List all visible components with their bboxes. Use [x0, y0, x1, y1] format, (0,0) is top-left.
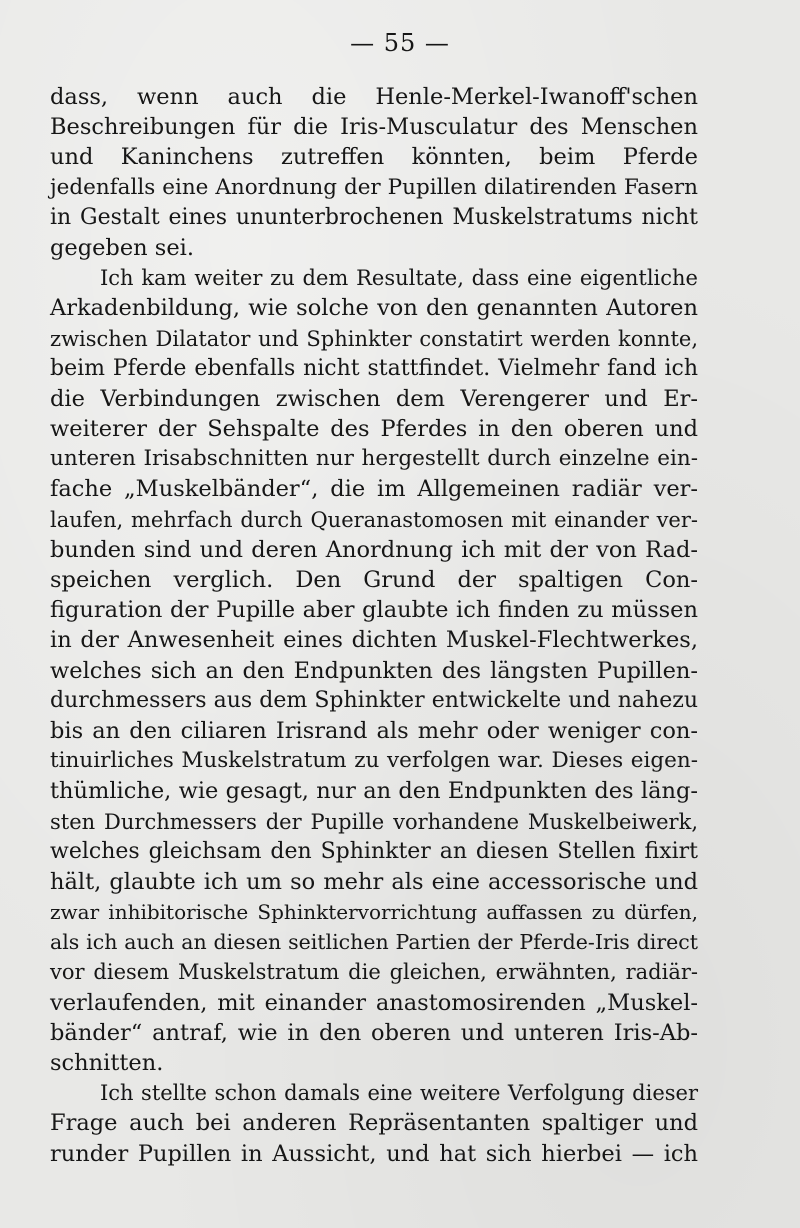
text-line: fache „Muskelbänder“, die im Allgemeinen radiär ver- — [50, 476, 698, 503]
text-line: gegeben sei. — [50, 234, 195, 261]
text-line: sten Durchmessers der Pupille vorhandene Muskelbeiwerk, — [50, 809, 698, 834]
text-line: unteren Irisabschnitten nur hergestellt durch einzelne ein- — [50, 446, 698, 472]
text-line: Ich stellte schon damals eine weitere Verfolgung dieser — [100, 1081, 698, 1106]
text-line: weiterer der Sehspalte des Pferdes in den oberen und — [50, 416, 698, 443]
text-line: und Kaninchens zutreffen könnten, beim Pferde — [50, 144, 698, 171]
text-line: bänder“ antraf, wie in den oberen und unteren Iris-Ab- — [50, 1019, 698, 1046]
text-line: durchmessers aus dem Sphinkter entwickelte und nahezu — [50, 687, 698, 713]
text-line: verlaufenden, mit einander anastomosirenden „Muskel- — [50, 989, 698, 1016]
text-line: laufen, mehrfach durch Queranastomosen mit einander ver- — [50, 507, 698, 532]
text-line: Arkadenbildung, wie solche von den genannten Autoren — [50, 295, 698, 322]
text-line: zwar inhibitorische Sphinktervorrichtung auffassen zu dürfen, — [50, 900, 698, 925]
body-text — [50, 82, 698, 1169]
text-line: tinuirliches Muskelstratum zu verfolgen war. Dieses eigen- — [50, 748, 698, 774]
text-line: schnitten. — [50, 1050, 164, 1076]
text-line: in Gestalt eines ununterbrochenen Muskelstratums nicht — [50, 204, 698, 230]
text-line: welches sich an den Endpunkten des längsten Pupillen- — [50, 657, 698, 684]
text-line: hält, glaubte ich um so mehr als eine accessorische und — [50, 868, 698, 895]
text-line: zwischen Dilatator und Sphinkter constatirt werden konnte, — [50, 326, 698, 351]
text-line: runder Pupillen in Aussicht, und hat sich hierbei — ich — [50, 1140, 698, 1167]
text-line: dass, wenn auch die Henle-Merkel-Iwanoff'schen — [50, 84, 698, 110]
text-line: jedenfalls eine Anordnung der Pupillen dilatirenden Fasern — [50, 174, 698, 200]
text-line: speichen verglich. Den Grund der spaltigen Con- — [50, 567, 698, 593]
text-line: in der Anwesenheit eines dichten Muskel-Flechtwerkes, — [50, 627, 698, 654]
text-line: welches gleichsam den Sphinkter an diesen Stellen fixirt — [50, 838, 698, 864]
text-line: vor diesem Muskelstratum die gleichen, erwähnten, radiär- — [50, 960, 698, 985]
page-number: — 55 — — [350, 29, 450, 57]
text-line: Frage auch bei anderen Repräsentanten spaltiger und — [50, 1110, 698, 1137]
text-line: thümliche, wie gesagt, nur an den Endpunkten des läng- — [50, 778, 698, 805]
text-line: als ich auch an diesen seitlichen Partien der Pferde-Iris direct — [50, 930, 698, 955]
text-line: figuration der Pupille aber glaubte ich finden zu müssen — [50, 597, 698, 624]
text-line: beim Pferde ebenfalls nicht stattfindet. Vielmehr fand ich — [50, 355, 698, 381]
text-line: bunden sind und deren Anordnung ich mit der von Rad- — [50, 536, 698, 563]
text-line: Ich kam weiter zu dem Resultate, dass eine eigentliche — [100, 266, 698, 291]
text-line: die Verbindungen zwischen dem Verengerer und Er- — [50, 385, 698, 412]
text-line: Beschreibungen für die Iris-Musculatur des Menschen — [50, 114, 698, 141]
text-line: bis an den ciliaren Irisrand als mehr oder weniger con- — [50, 717, 698, 744]
